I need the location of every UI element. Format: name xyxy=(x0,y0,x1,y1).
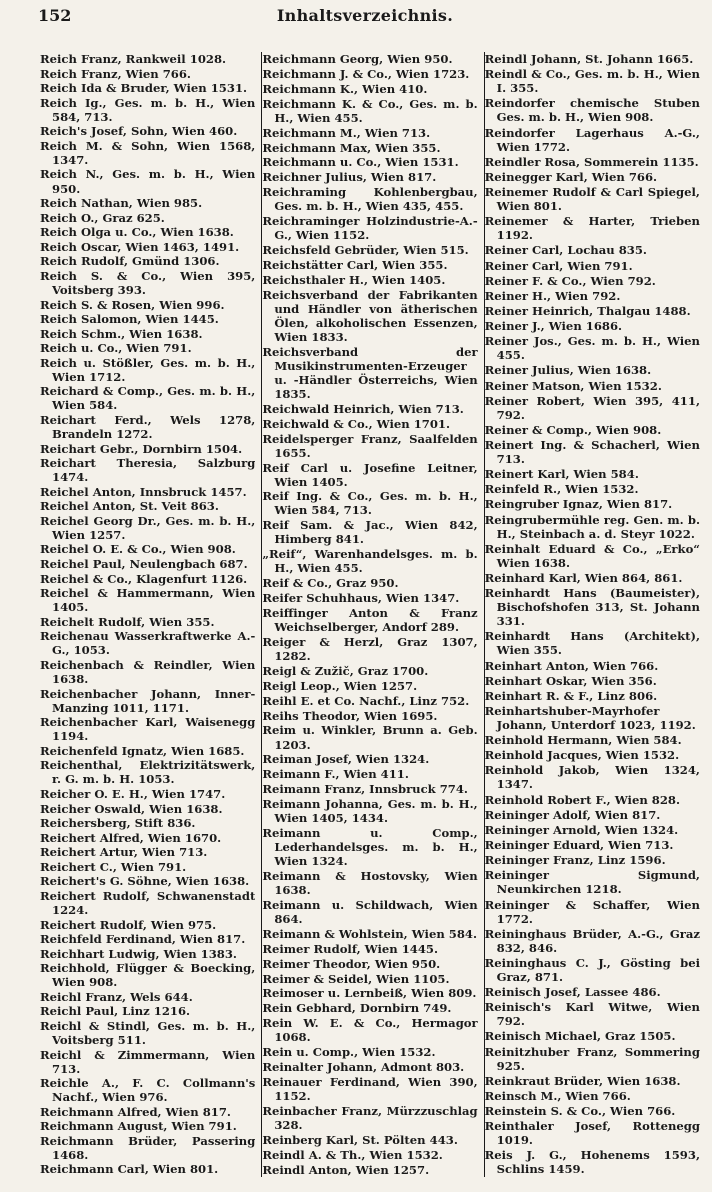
page-header xyxy=(38,6,692,32)
index-entry: Reigl Leop., Wien 1257. xyxy=(262,678,418,693)
index-entry: Reindl & Co., Ges. m. b. H., Wien I. 355. xyxy=(484,67,700,96)
index-entry: Reif & Co., Graz 950. xyxy=(262,576,399,591)
page-number: 152 xyxy=(38,6,72,25)
index-entry: Reiffinger Anton & Franz Weichselberger, Andorf 289. xyxy=(262,606,478,635)
index-entry: Reichhold, Flügger & Boecking, Wien 908. xyxy=(40,961,256,990)
index-entry: Reichmann M., Wien 713. xyxy=(262,125,431,140)
index-entry: Reinstein S. & Co., Wien 766. xyxy=(484,1104,676,1119)
index-entry: Reichert Alfred, Wien 1670. xyxy=(40,830,222,845)
index-entry: Reichenbacher Karl, Waisenegg 1194. xyxy=(40,715,256,744)
index-entry: Reichmann u. Co., Wien 1531. xyxy=(262,155,459,170)
index-entry: Reimer & Seidel, Wien 1105. xyxy=(262,971,450,986)
index-entry: Reichersberg, Stift 836. xyxy=(40,816,196,831)
index-entry: Reiner Heinrich, Thalgau 1488. xyxy=(484,303,691,318)
index-entry: Reiner Matson, Wien 1532. xyxy=(484,378,662,393)
index-entry: Reiner Robert, Wien 395, 411, 792. xyxy=(484,393,700,422)
index-entry: Reinhold Jacques, Wien 1532. xyxy=(484,748,680,763)
index-entry: Reinert Ing. & Schacherl, Wien 713. xyxy=(484,438,700,467)
index-entry: Reichelt Rudolf, Wien 355. xyxy=(40,614,215,629)
index-entry: Reichfeld Ferdinand, Wien 817. xyxy=(40,932,246,947)
index-entry: Reichl Paul, Linz 1216. xyxy=(40,1004,191,1019)
index-entry: Reichart Gebr., Dornbirn 1504. xyxy=(40,441,243,456)
index-entry: Reinisch's Karl Witwe, Wien 792. xyxy=(484,1000,700,1029)
index-entry: Reichsverband der Musikinstrumenten-Erzeuger u. -Händler Österreichs, Wien 1835. xyxy=(262,344,478,401)
index-entry: Reichenthal, Elektrizitätswerk, r. G. m. b. H. 1053. xyxy=(40,758,256,787)
index-entry: Reinhart Oskar, Wien 356. xyxy=(484,673,657,688)
index-entry: Reindorfer chemische Stuben Ges. m. b. H., Wien 908. xyxy=(484,96,700,125)
index-entry: Reich Ig., Ges. m. b. H., Wien 584, 713. xyxy=(40,95,256,124)
index-column-3 xyxy=(485,52,700,1177)
index-entry: Reichert Artur, Wien 713. xyxy=(40,845,208,860)
index-entry: Reimann & Wohlstein, Wien 584. xyxy=(262,926,478,941)
index-entry: Reinisch Michael, Graz 1505. xyxy=(484,1029,676,1044)
index-entry: Reichel Paul, Neulengbach 687. xyxy=(40,557,248,572)
index-entry: Reich Nathan, Wien 985. xyxy=(40,196,203,211)
index-entry: Reinegger Karl, Wien 766. xyxy=(484,169,658,184)
index-entry: Reichraming Kohlenbergbau, Ges. m. b. H., Wien 435, 455. xyxy=(262,185,478,214)
index-entry: Reiner H., Wien 792. xyxy=(484,288,621,303)
index-column-2 xyxy=(262,52,477,1177)
index-entry: Reichl & Zimmermann, Wien 713. xyxy=(40,1047,256,1076)
index-entry: Reinbacher Franz, Mürzzuschlag 328. xyxy=(262,1103,478,1132)
index-entry: Reidelsperger Franz, Saalfelden 1655. xyxy=(262,431,478,460)
index-entry: Reininghaus C. J., Gösting bei Graz, 871. xyxy=(484,955,700,984)
index-entry: Reimann u. Schildwach, Wien 864. xyxy=(262,897,478,926)
index-entry: Reif Carl u. Josefine Leitner, Wien 1405. xyxy=(262,460,478,489)
index-entry: Reimoser u. Lernbeiß, Wien 809. xyxy=(262,986,477,1001)
index-entry: Reis J. G., Hohenems 1593, Schlins 1459. xyxy=(484,1148,700,1177)
index-entry: Reimann Franz, Innsbruck 774. xyxy=(262,782,468,797)
index-entry: Reindl Johann, St. Johann 1665. xyxy=(484,52,694,66)
index-entry: Reichel O. E. & Co., Wien 908. xyxy=(40,542,236,557)
index-entry: Reich Schm., Wien 1638. xyxy=(40,326,203,341)
index-entry: Reif Ing. & Co., Ges. m. b. H., Wien 584, 713. xyxy=(262,489,478,518)
index-entry: Reininger Sigmund, Neunkirchen 1218. xyxy=(484,868,700,897)
index-entry: Reichl & Stindl, Ges. m. b. H., Voitsberg 511. xyxy=(40,1018,256,1047)
index-entry: Reinalter Johann, Admont 803. xyxy=(262,1060,465,1075)
index-entry: „Reif“, Warenhandelsges. m. b. H., Wien 455. xyxy=(262,547,478,576)
index-entry: Reich Olga u. Co., Wien 1638. xyxy=(40,225,234,240)
index-entry: Reichmann Max, Wien 355. xyxy=(262,140,441,155)
index-entry: Reich O., Graz 625. xyxy=(40,210,165,225)
index-entry: Reinsch M., Wien 766. xyxy=(484,1088,631,1103)
index-entry: Reicher Oswald, Wien 1638. xyxy=(40,801,223,816)
index-entry: Reichmann Georg, Wien 950. xyxy=(262,52,453,66)
index-entry: Reiman Josef, Wien 1324. xyxy=(262,752,430,767)
index-entry: Reimer Rudolf, Wien 1445. xyxy=(262,941,439,956)
index-entry: Reich Franz, Rankweil 1028. xyxy=(40,52,227,66)
index-entry: Reichsverband der Fabrikanten und Händler von ätherischen Ölen, alkoholischen Essenzen, Wien 1833. xyxy=(262,287,478,344)
index-entry: Reimann F., Wien 411. xyxy=(262,767,409,782)
index-entry: Reininger Adolf, Wien 817. xyxy=(484,807,661,822)
index-entry: Reichmann Alfred, Wien 817. xyxy=(40,1104,231,1119)
index-entry: Reichard & Comp., Ges. m. b. H., Wien 584. xyxy=(40,384,256,413)
index-entry: Reinkraut Brüder, Wien 1638. xyxy=(484,1073,681,1088)
index-entry: Reichhart Ludwig, Wien 1383. xyxy=(40,946,237,961)
index-entry: Reinhart R. & F., Linz 806. xyxy=(484,688,658,703)
index-entry: Reich u. Stößler, Ges. m. b. H., Wien 1712. xyxy=(40,355,256,384)
index-entry: Reichle A., F. C. Collmann's Nachf., Wien 976. xyxy=(40,1076,256,1105)
index-entry: Reich N., Ges. m. b. H., Wien 950. xyxy=(40,167,256,196)
index-entry: Reihl E. et Co. Nachf., Linz 752. xyxy=(262,693,470,708)
index-entry: Reiner F. & Co., Wien 792. xyxy=(484,273,656,288)
index-entry: Reimann & Hostovsky, Wien 1638. xyxy=(262,869,478,898)
index-entry: Reichert's G. Söhne, Wien 1638. xyxy=(40,874,250,889)
index-entry: Rein u. Comp., Wien 1532. xyxy=(262,1045,436,1060)
index-entry: Reindorfer Lagerhaus A.-G., Wien 1772. xyxy=(484,125,700,154)
index-entry: Reindl Anton, Wien 1257. xyxy=(262,1162,430,1177)
index-entry: Reichner Julius, Wien 817. xyxy=(262,170,437,185)
index-entry: Reinhardt Hans (Baumeister), Bischofshofen 313, St. Johann 331. xyxy=(484,586,700,629)
index-entry: Reigl & Zužič, Graz 1700. xyxy=(262,663,429,678)
index-entry: Reichert Rudolf, Wien 975. xyxy=(40,917,217,932)
index-entry: Reichert Rudolf, Schwanenstadt 1224. xyxy=(40,888,256,917)
index-entry: Reiner & Comp., Wien 908. xyxy=(484,422,662,437)
index-entry: Reichstätter Carl, Wien 355. xyxy=(262,257,448,272)
index-entry: Reinfeld R., Wien 1532. xyxy=(484,482,639,497)
index-entry: Reichenbach & Reindler, Wien 1638. xyxy=(40,657,256,686)
index-entry: Reimer Theodor, Wien 950. xyxy=(262,956,441,971)
index-entry: Reichsthaler H., Wien 1405. xyxy=(262,272,446,287)
index-entry: Reichl Franz, Wels 644. xyxy=(40,989,193,1004)
index-entry: Reichwald Heinrich, Wien 713. xyxy=(262,401,464,416)
index-entry: Reinemer & Harter, Trieben 1192. xyxy=(484,214,700,243)
index-entry: Reichmann Brüder, Passering 1468. xyxy=(40,1133,256,1162)
index-entry: Reich S. & Rosen, Wien 996. xyxy=(40,297,225,312)
index-entry: Reichenfeld Ignatz, Wien 1685. xyxy=(40,743,245,758)
index-entry: Reichenbacher Johann, Inner-Manzing 1011, 1171. xyxy=(40,686,256,715)
index-entry: Reim u. Winkler, Brunn a. Geb. 1203. xyxy=(262,723,478,752)
index-entry: Reichmann J. & Co., Wien 1723. xyxy=(262,66,470,81)
index-entry: Reinthaler Josef, Rottenegg 1019. xyxy=(484,1119,700,1148)
index-entry: Reingrubermühle reg. Gen. m. b. H., Steinbach a. d. Steyr 1022. xyxy=(484,512,700,541)
index-entry: Reichmann August, Wien 791. xyxy=(40,1119,237,1134)
index-entry: Reichert C., Wien 791. xyxy=(40,859,187,874)
index-entry: Reinisch Josef, Lassee 486. xyxy=(484,985,661,1000)
index-entry: Reich's Josef, Sohn, Wien 460. xyxy=(40,124,238,139)
index-entry: Reinauer Ferdinand, Wien 390, 1152. xyxy=(262,1074,478,1103)
index-entry: Reichel & Co., Klagenfurt 1126. xyxy=(40,571,248,586)
index-entry: Reichel Anton, Innsbruck 1457. xyxy=(40,484,247,499)
index-entry: Reinhalt Eduard & Co., „Erko“ Wien 1638. xyxy=(484,541,700,570)
index-entry: Reiner Carl, Lochau 835. xyxy=(484,243,647,258)
index-columns xyxy=(40,52,700,1182)
index-entry: Reicher O. E. H., Wien 1747. xyxy=(40,786,226,801)
index-entry: Reininger & Schaffer, Wien 1772. xyxy=(484,897,700,926)
index-entry: Reininger Arnold, Wien 1324. xyxy=(484,822,679,837)
index-entry: Reininger Franz, Linz 1596. xyxy=(484,853,666,868)
index-entry: Reichart Theresia, Salzburg 1474. xyxy=(40,456,256,485)
index-entry: Reichmann K. & Co., Ges. m. b. H., Wien 455. xyxy=(262,96,478,125)
index-entry: Reichmann K., Wien 410. xyxy=(262,81,428,96)
index-entry: Reingruber Ignaz, Wien 817. xyxy=(484,497,673,512)
index-entry: Reinhold Jakob, Wien 1324, 1347. xyxy=(484,763,700,792)
index-entry: Reinert Karl, Wien 584. xyxy=(484,467,639,482)
index-entry: Reindler Rosa, Sommerein 1135. xyxy=(484,154,699,169)
index-entry: Reiner Jos., Ges. m. b. H., Wien 455. xyxy=(484,334,700,363)
index-entry: Rein Gebhard, Dornbirn 749. xyxy=(262,1001,452,1016)
index-entry: Reinhartshuber-Mayrhofer Johann, Unterdorf 1023, 1192. xyxy=(484,703,696,733)
index-entry: Reimann u. Comp., Lederhandelsges. m. b. H., Wien 1324. xyxy=(262,826,478,869)
index-entry: Reiner J., Wien 1686. xyxy=(484,319,623,334)
index-entry: Reimann Johanna, Ges. m. b. H., Wien 1405, 1434. xyxy=(262,797,478,826)
index-entry: Reichart Ferd., Wels 1278, Brandeln 1272. xyxy=(40,412,256,442)
index-entry: Reinhardt Hans (Architekt), Wien 355. xyxy=(484,629,700,658)
index-entry: Reindl A. & Th., Wien 1532. xyxy=(262,1147,443,1162)
page-title: Inhaltsverzeichnis. xyxy=(276,6,454,25)
index-entry: Reininghaus Brüder, A.-G., Graz 832, 846. xyxy=(484,926,700,955)
index-entry: Reichel Georg Dr., Ges. m. b. H., Wien 1257. xyxy=(40,513,256,542)
index-entry: Reichenau Wasserkraftwerke A.-G., 1053. xyxy=(40,629,256,658)
index-entry: Reinitzhuber Franz, Sommering 925. xyxy=(484,1044,700,1073)
index-entry: Reich u. Co., Wien 791. xyxy=(40,341,192,356)
index-entry: Reinhold Hermann, Wien 584. xyxy=(484,733,682,748)
index-entry: Reichraminger Holzindustrie-A.-G., Wien 1152. xyxy=(262,214,478,243)
index-entry: Reichsfeld Gebrüder, Wien 515. xyxy=(262,243,469,258)
index-entry: Reiger & Herzl, Graz 1307, 1282. xyxy=(262,634,478,664)
index-entry: Reichmann Carl, Wien 801. xyxy=(40,1162,219,1177)
index-entry: Reihs Theodor, Wien 1695. xyxy=(262,708,438,723)
index-entry: Reinemer Rudolf & Carl Spiegel, Wien 801. xyxy=(484,184,700,214)
index-entry: Reich Salomon, Wien 1445. xyxy=(40,312,219,327)
index-entry: Reinhart Anton, Wien 766. xyxy=(484,658,659,673)
index-entry: Reichel & Hammermann, Wien 1405. xyxy=(40,586,256,615)
index-column-1 xyxy=(40,52,255,1177)
index-entry: Reich Oscar, Wien 1463, 1491. xyxy=(40,239,240,254)
index-entry: Reichel Anton, St. Veit 863. xyxy=(40,499,219,514)
index-entry: Reich Rudolf, Gmünd 1306. xyxy=(40,254,220,269)
index-entry: Reich M. & Sohn, Wien 1568, 1347. xyxy=(40,138,256,167)
index-entry: Reiner Carl, Wien 791. xyxy=(484,258,633,273)
index-entry: Reich Ida & Bruder, Wien 1531. xyxy=(40,81,248,96)
index-entry: Rein W. E. & Co., Hermagor 1068. xyxy=(262,1016,478,1045)
index-entry: Reifer Schuhhaus, Wien 1347. xyxy=(262,591,460,606)
index-entry: Reinhard Karl, Wien 864, 861. xyxy=(484,570,683,585)
index-entry: Reinberg Karl, St. Pölten 443. xyxy=(262,1132,458,1147)
index-entry: Reich S. & Co., Wien 395, Voitsberg 393. xyxy=(40,268,256,297)
index-entry: Reinhold Robert F., Wien 828. xyxy=(484,792,681,807)
index-entry: Reininger Eduard, Wien 713. xyxy=(484,838,674,853)
index-entry: Reich Franz, Wien 766. xyxy=(40,66,191,81)
index-entry: Reichwald & Co., Wien 1701. xyxy=(262,416,451,431)
index-entry: Reif Sam. & Jac., Wien 842, Himberg 841. xyxy=(262,518,478,547)
index-entry: Reiner Julius, Wien 1638. xyxy=(484,363,652,378)
